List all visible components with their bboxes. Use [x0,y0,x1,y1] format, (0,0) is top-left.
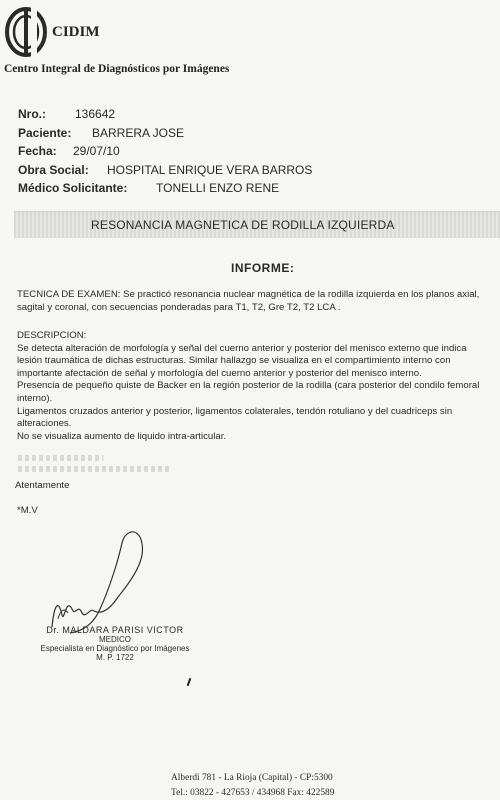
report-heading: INFORME: [231,261,294,275]
text-line: interno). [17,393,499,406]
field-medico-value: TONELLI ENZO RENE [156,181,279,195]
field-nro-value: 136642 [75,107,115,121]
faint-bleedthrough [18,455,208,475]
text-line: alteraciones. [17,418,499,431]
brand-name: CIDIM [52,24,100,41]
text-line: Presencia de pequeño quiste de Backer en la región posterior de la rodilla (cara posterior del condilo femoral [17,380,499,393]
text-line: DESCRIPCION: [17,330,499,343]
closing-atentamente: Atentamente [15,480,69,491]
doctor-stamp [40,626,190,662]
stamp-specialty: Especialista en Diagnóstico por Imágenes [40,644,190,653]
closing-mv: *M.V [17,505,38,516]
center-name: Centro Integral de Diagnósticos por Imágenes [4,63,229,75]
field-obra-social-value: HOSPITAL ENRIQUE VERA BARROS [107,163,312,177]
stamp-title: MEDICO [40,635,190,644]
field-obra-social-label: Obra Social: [18,163,89,177]
text-line: lesión traumática de dichas estructuras. Similar hallazgo se visualiza en el compartimiento interno con [17,355,499,368]
handwritten-signature [44,527,174,637]
text-line: TECNICA DE EXAMEN: Se practicó resonancia nuclear magnética de la rodilla izquierda en los planos axial, [17,289,499,302]
field-fecha-value: 29/07/10 [73,144,120,158]
study-title-banner [14,211,500,238]
footer-address: Alberdi 781 - La Rioja (Capital) - CP:5300 [171,771,334,786]
footer [171,771,334,800]
text-line: No se visualiza aumento de liquido intra-articular. [17,431,499,444]
text-line: importante afectación de señal y morfología del cuerno anterior y posterior del menisco interno. [17,368,499,381]
stamp-mp: M. P. 1722 [40,653,190,662]
tecnica-paragraph [17,289,499,314]
study-title: RESONANCIA MAGNETICA DE RODILLA IZQUIERDA [91,218,395,232]
footer-phones: Tel.: 03822 - 427653 / 434968 Fax: 422589 [171,786,334,800]
cidim-logo-icon [4,6,48,58]
text-line: Ligamentos cruzados anterior y posterior, ligamentos colaterales, tendón rotuliano y del cuadriceps sin [17,406,499,419]
ink-mark [187,678,192,686]
text-line: Se detecta alteración de morfología y señal del cuerno anterior y posterior del menisco externo que indica [17,343,499,356]
field-paciente-label: Paciente: [18,126,71,140]
field-paciente-value: BARRERA JOSE [92,126,184,140]
field-nro-label: Nro.: [18,107,46,121]
descripcion-paragraph [17,330,499,443]
field-medico-label: Médico Solicitante: [18,181,127,195]
stamp-name: Dr. MALDARA PARISI VICTOR [40,626,190,635]
field-fecha-label: Fecha: [18,144,57,158]
text-line: sagital y coronal, con secuencias ponderadas para T1, T2, Gre T2, T2 LCA . [17,302,499,315]
